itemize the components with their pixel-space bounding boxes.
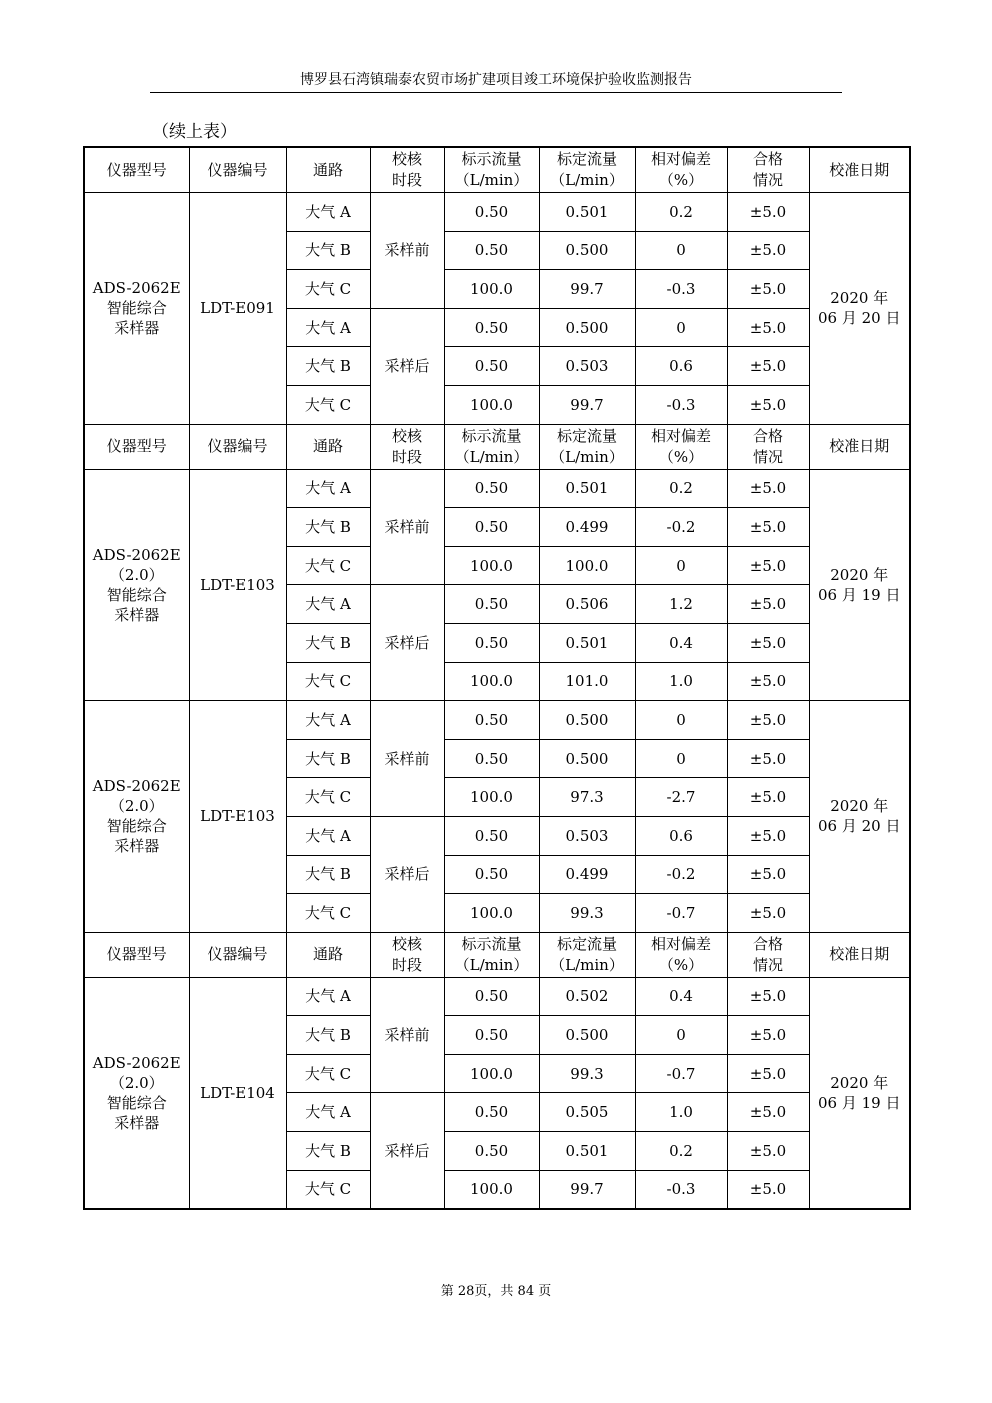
pass-criterion-cell: ±5.0 (727, 1170, 809, 1209)
table-header-row (84, 424, 910, 469)
pass-criterion-cell: ±5.0 (727, 1016, 809, 1055)
nominal-flow-cell: 0.50 (444, 977, 539, 1016)
column-header: 校核 时段 (370, 424, 444, 469)
table-row (84, 469, 910, 508)
calibrated-flow-cell: 0.500 (539, 231, 635, 270)
relative-deviation-cell: 0.6 (635, 816, 727, 855)
calibrated-flow-cell: 0.500 (539, 739, 635, 778)
calibration-date-cell: 2020 年 06 月 20 日 (809, 193, 910, 425)
nominal-flow-cell: 100.0 (444, 385, 539, 424)
calibrated-flow-cell: 99.7 (539, 1170, 635, 1209)
calibration-table-body (84, 147, 910, 1209)
calibrated-flow-cell: 0.500 (539, 701, 635, 740)
relative-deviation-cell: -0.3 (635, 1170, 727, 1209)
nominal-flow-cell: 100.0 (444, 778, 539, 817)
relative-deviation-cell: 0 (635, 701, 727, 740)
column-header: 校核 时段 (370, 147, 444, 193)
channel-cell: 大气 A (286, 816, 370, 855)
nominal-flow-cell: 0.50 (444, 585, 539, 624)
relative-deviation-cell: -0.2 (635, 508, 727, 547)
table-row (84, 701, 910, 740)
column-header: 合格 情况 (727, 932, 809, 977)
period-cell: 采样前 (370, 469, 444, 585)
nominal-flow-cell: 0.50 (444, 347, 539, 386)
relative-deviation-cell: -2.7 (635, 778, 727, 817)
calibrated-flow-cell: 0.502 (539, 977, 635, 1016)
channel-cell: 大气 C (286, 778, 370, 817)
calibration-date-cell: 2020 年 06 月 19 日 (809, 977, 910, 1209)
page-header-title: 博罗县石湾镇瑞泰农贸市场扩建项目竣工环境保护验收监测报告 (300, 72, 692, 88)
column-header: 标定流量 （L/min） (539, 424, 635, 469)
calibrated-flow-cell: 0.500 (539, 1016, 635, 1055)
nominal-flow-cell: 100.0 (444, 894, 539, 933)
calibrated-flow-cell: 0.506 (539, 585, 635, 624)
relative-deviation-cell: 1.2 (635, 585, 727, 624)
column-header: 仪器型号 (84, 147, 189, 193)
pass-criterion-cell: ±5.0 (727, 894, 809, 933)
pass-criterion-cell: ±5.0 (727, 1054, 809, 1093)
nominal-flow-cell: 100.0 (444, 546, 539, 585)
instrument-model-cell: ADS-2062E （2.0） 智能综合 采样器 (84, 469, 189, 701)
channel-cell: 大气 A (286, 193, 370, 232)
pass-criterion-cell: ±5.0 (727, 977, 809, 1016)
column-header: 通路 (286, 932, 370, 977)
nominal-flow-cell: 0.50 (444, 1093, 539, 1132)
channel-cell: 大气 C (286, 1054, 370, 1093)
instrument-serial-cell: LDT-E091 (189, 193, 286, 425)
table-row (84, 193, 910, 232)
column-header: 合格 情况 (727, 424, 809, 469)
nominal-flow-cell: 0.50 (444, 1016, 539, 1055)
nominal-flow-cell: 0.50 (444, 231, 539, 270)
pass-criterion-cell: ±5.0 (727, 855, 809, 894)
header-divider (150, 92, 842, 93)
instrument-serial-cell: LDT-E104 (189, 977, 286, 1209)
channel-cell: 大气 A (286, 469, 370, 508)
column-header: 仪器编号 (189, 424, 286, 469)
calibration-table (83, 146, 911, 1210)
column-header: 校准日期 (809, 424, 910, 469)
pass-criterion-cell: ±5.0 (727, 662, 809, 701)
relative-deviation-cell: 0 (635, 546, 727, 585)
pass-criterion-cell: ±5.0 (727, 1093, 809, 1132)
page-footer: 第 28页，共 84 页 (440, 1284, 552, 1299)
pass-criterion-cell: ±5.0 (727, 1132, 809, 1171)
calibration-date-cell: 2020 年 06 月 20 日 (809, 701, 910, 933)
calibration-date-cell: 2020 年 06 月 19 日 (809, 469, 910, 701)
calibrated-flow-cell: 100.0 (539, 546, 635, 585)
channel-cell: 大气 A (286, 701, 370, 740)
column-header: 标示流量 （L/min） (444, 147, 539, 193)
nominal-flow-cell: 100.0 (444, 662, 539, 701)
instrument-serial-cell: LDT-E103 (189, 701, 286, 933)
channel-cell: 大气 B (286, 855, 370, 894)
instrument-model-cell: ADS-2062E （2.0） 智能综合 采样器 (84, 977, 189, 1209)
relative-deviation-cell: 0.2 (635, 193, 727, 232)
pass-criterion-cell: ±5.0 (727, 546, 809, 585)
channel-cell: 大气 C (286, 546, 370, 585)
nominal-flow-cell: 0.50 (444, 816, 539, 855)
pass-criterion-cell: ±5.0 (727, 508, 809, 547)
relative-deviation-cell: -0.2 (635, 855, 727, 894)
nominal-flow-cell: 100.0 (444, 270, 539, 309)
column-header: 相对偏差 （%） (635, 424, 727, 469)
pass-criterion-cell: ±5.0 (727, 816, 809, 855)
calibrated-flow-cell: 0.499 (539, 508, 635, 547)
relative-deviation-cell: 0.6 (635, 347, 727, 386)
instrument-serial-cell: LDT-E103 (189, 469, 286, 701)
pass-criterion-cell: ±5.0 (727, 193, 809, 232)
relative-deviation-cell: -0.3 (635, 385, 727, 424)
column-header: 通路 (286, 147, 370, 193)
period-cell: 采样前 (370, 701, 444, 817)
pass-criterion-cell: ±5.0 (727, 270, 809, 309)
nominal-flow-cell: 0.50 (444, 855, 539, 894)
instrument-model-cell: ADS-2062E （2.0） 智能综合 采样器 (84, 701, 189, 933)
relative-deviation-cell: 0 (635, 231, 727, 270)
relative-deviation-cell: 1.0 (635, 662, 727, 701)
column-header: 通路 (286, 424, 370, 469)
nominal-flow-cell: 0.50 (444, 739, 539, 778)
relative-deviation-cell: -0.7 (635, 1054, 727, 1093)
period-cell: 采样前 (370, 193, 444, 309)
nominal-flow-cell: 0.50 (444, 193, 539, 232)
calibrated-flow-cell: 0.503 (539, 816, 635, 855)
column-header: 相对偏差 （%） (635, 932, 727, 977)
relative-deviation-cell: 1.0 (635, 1093, 727, 1132)
period-cell: 采样后 (370, 1093, 444, 1209)
column-header: 校核 时段 (370, 932, 444, 977)
pass-criterion-cell: ±5.0 (727, 347, 809, 386)
calibrated-flow-cell: 0.503 (539, 347, 635, 386)
relative-deviation-cell: -0.3 (635, 270, 727, 309)
column-header: 标示流量 （L/min） (444, 932, 539, 977)
instrument-model-cell: ADS-2062E 智能综合 采样器 (84, 193, 189, 425)
channel-cell: 大气 C (286, 894, 370, 933)
period-cell: 采样后 (370, 585, 444, 701)
table-header-row (84, 147, 910, 193)
channel-cell: 大气 A (286, 1093, 370, 1132)
relative-deviation-cell: -0.7 (635, 894, 727, 933)
nominal-flow-cell: 0.50 (444, 623, 539, 662)
calibrated-flow-cell: 0.505 (539, 1093, 635, 1132)
period-cell: 采样后 (370, 816, 444, 932)
pass-criterion-cell: ±5.0 (727, 469, 809, 508)
calibrated-flow-cell: 99.7 (539, 385, 635, 424)
nominal-flow-cell: 100.0 (444, 1170, 539, 1209)
relative-deviation-cell: 0 (635, 739, 727, 778)
period-cell: 采样后 (370, 308, 444, 424)
period-cell: 采样前 (370, 977, 444, 1093)
table-row (84, 977, 910, 1016)
relative-deviation-cell: 0 (635, 308, 727, 347)
nominal-flow-cell: 0.50 (444, 308, 539, 347)
pass-criterion-cell: ±5.0 (727, 385, 809, 424)
column-header: 仪器编号 (189, 147, 286, 193)
column-header: 合格 情况 (727, 147, 809, 193)
pass-criterion-cell: ±5.0 (727, 701, 809, 740)
column-header: 仪器型号 (84, 424, 189, 469)
channel-cell: 大气 B (286, 508, 370, 547)
table-header-row (84, 932, 910, 977)
column-header: 标定流量 （L/min） (539, 932, 635, 977)
calibrated-flow-cell: 0.501 (539, 623, 635, 662)
calibrated-flow-cell: 97.3 (539, 778, 635, 817)
channel-cell: 大气 B (286, 231, 370, 270)
nominal-flow-cell: 0.50 (444, 469, 539, 508)
pass-criterion-cell: ±5.0 (727, 231, 809, 270)
channel-cell: 大气 A (286, 977, 370, 1016)
pass-criterion-cell: ±5.0 (727, 585, 809, 624)
calibrated-flow-cell: 99.3 (539, 894, 635, 933)
channel-cell: 大气 A (286, 308, 370, 347)
channel-cell: 大气 C (286, 1170, 370, 1209)
column-header: 校准日期 (809, 147, 910, 193)
relative-deviation-cell: 0 (635, 1016, 727, 1055)
channel-cell: 大气 C (286, 385, 370, 424)
calibrated-flow-cell: 0.499 (539, 855, 635, 894)
channel-cell: 大气 C (286, 662, 370, 701)
column-header: 标定流量 （L/min） (539, 147, 635, 193)
relative-deviation-cell: 0.4 (635, 623, 727, 662)
column-header: 相对偏差 （%） (635, 147, 727, 193)
pass-criterion-cell: ±5.0 (727, 623, 809, 662)
relative-deviation-cell: 0.2 (635, 1132, 727, 1171)
column-header: 校准日期 (809, 932, 910, 977)
calibrated-flow-cell: 99.7 (539, 270, 635, 309)
pass-criterion-cell: ±5.0 (727, 739, 809, 778)
channel-cell: 大气 B (286, 739, 370, 778)
pass-criterion-cell: ±5.0 (727, 308, 809, 347)
calibrated-flow-cell: 0.500 (539, 308, 635, 347)
nominal-flow-cell: 0.50 (444, 701, 539, 740)
channel-cell: 大气 B (286, 347, 370, 386)
calibrated-flow-cell: 0.501 (539, 1132, 635, 1171)
calibrated-flow-cell: 101.0 (539, 662, 635, 701)
channel-cell: 大气 B (286, 623, 370, 662)
channel-cell: 大气 B (286, 1016, 370, 1055)
calibrated-flow-cell: 0.501 (539, 469, 635, 508)
column-header: 仪器编号 (189, 932, 286, 977)
channel-cell: 大气 B (286, 1132, 370, 1171)
calibrated-flow-cell: 99.3 (539, 1054, 635, 1093)
nominal-flow-cell: 0.50 (444, 1132, 539, 1171)
channel-cell: 大气 C (286, 270, 370, 309)
pass-criterion-cell: ±5.0 (727, 778, 809, 817)
continued-label: （续上表） (152, 122, 237, 142)
relative-deviation-cell: 0.4 (635, 977, 727, 1016)
column-header: 仪器型号 (84, 932, 189, 977)
nominal-flow-cell: 100.0 (444, 1054, 539, 1093)
calibrated-flow-cell: 0.501 (539, 193, 635, 232)
column-header: 标示流量 （L/min） (444, 424, 539, 469)
relative-deviation-cell: 0.2 (635, 469, 727, 508)
channel-cell: 大气 A (286, 585, 370, 624)
nominal-flow-cell: 0.50 (444, 508, 539, 547)
